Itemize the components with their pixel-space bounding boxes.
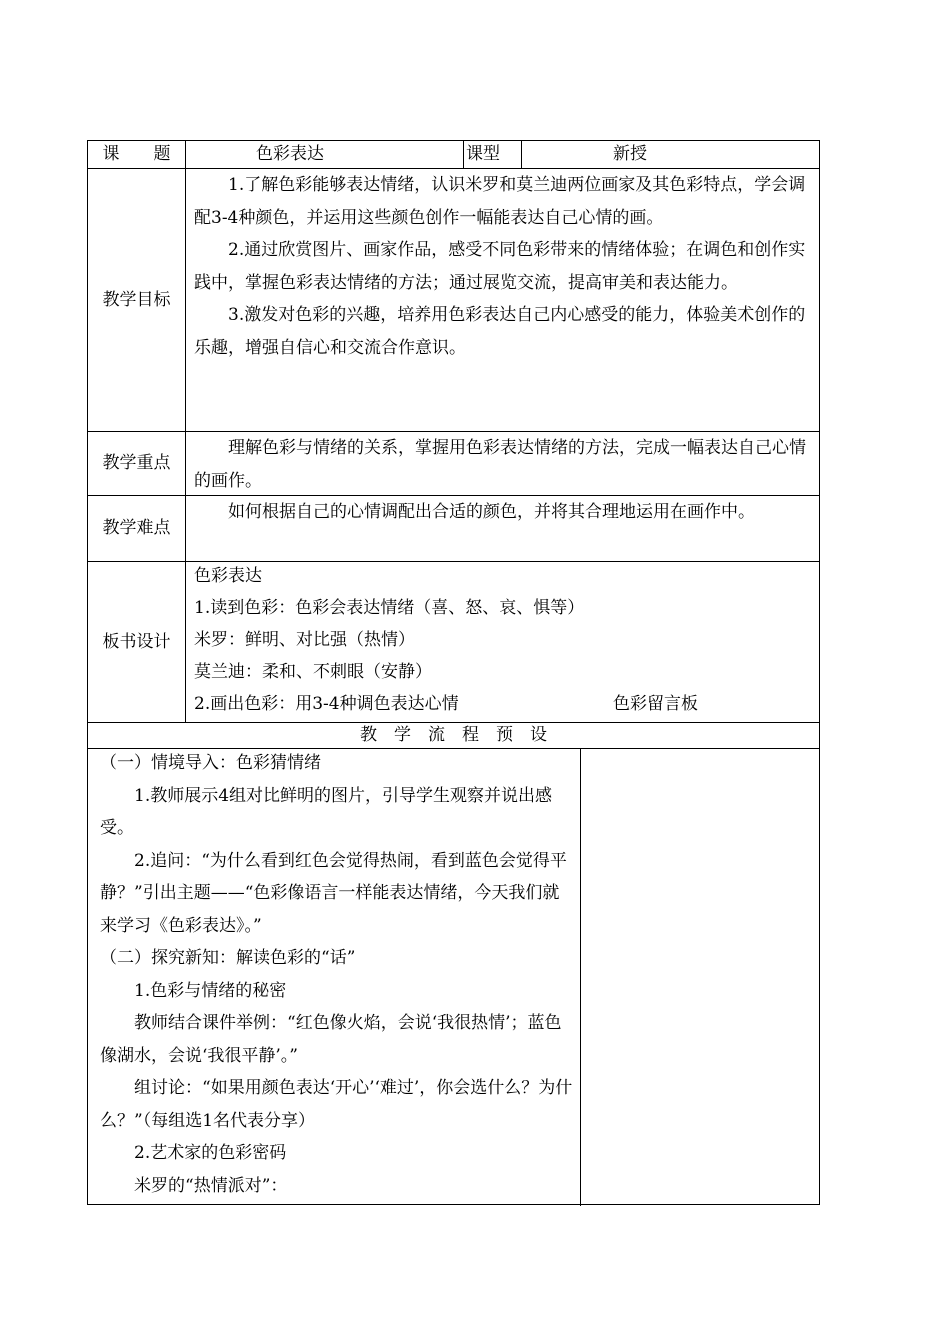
- objective-item: 1.了解色彩能够表达情绪，认识米罗和莫兰迪两位画家及其色彩特点，学会调配3-4种颜色，并运用这些颜色创作一幅能表达自己心情的画。: [194, 175, 806, 228]
- flow-content: [100, 747, 576, 1202]
- objective-item: 2.通过欣赏图片、画家作品，感受不同色彩带来的情绪体验；在调色和创作实践中，掌握色彩表达情绪的方法；通过展览交流，提高审美和表达能力。: [194, 240, 806, 293]
- key-point-content: [194, 432, 816, 497]
- key-point-label: 教学重点: [102, 453, 171, 473]
- type-label: 课型: [466, 144, 500, 164]
- section-heading: （一）情境导入：色彩猜情绪: [100, 753, 321, 773]
- flow-paragraph: 教师结合课件举例：“红色像火焰，会说‘我很热情’；蓝色像湖水，会说‘我很平静’。”: [100, 1013, 562, 1066]
- flow-paragraph: 1.教师展示4组对比鲜明的图片，引导学生观察并说出感受。: [100, 785, 553, 838]
- objective-item: 3.激发对色彩的兴趣，培养用色彩表达自己内心感受的能力，体验美术创作的乐趣，增强自信心和交流合作意识。: [194, 305, 806, 358]
- flow-paragraph: 2.追问：“为什么看到红色会觉得热闹，看到蓝色会觉得平静？”引出主题——“色彩像语言一样能表达情绪，今天我们就来学习《色彩表达》。”: [100, 850, 567, 936]
- difficulty-label: 教学难点: [102, 518, 171, 538]
- sub-heading: 2.艺术家的色彩密码: [134, 1143, 287, 1163]
- lesson-plan-table: [87, 140, 820, 1205]
- board-label: 板书设计: [102, 632, 171, 652]
- flow-paragraph: 组讨论：“如果用颜色表达‘开心’‘难过’，你会选什么？为什么？”（每组选1名代表分享）: [100, 1078, 573, 1131]
- flow-paragraph: 米罗的“热情派对”：: [134, 1175, 288, 1196]
- board-side-note: 色彩留言板: [613, 694, 698, 714]
- board-line: 米罗：鲜明、对比强（热情）: [194, 630, 415, 650]
- board-line: 莫兰迪：柔和、不刺眼（安静）: [194, 662, 432, 682]
- board-line: 2.画出色彩：用3-4种调色表达心情: [194, 694, 459, 714]
- topic-value: 色彩表达: [256, 144, 324, 164]
- flow-title: 教 学 流 程 预 设: [360, 725, 547, 745]
- label-column-divider: [185, 141, 186, 723]
- difficulty-text: 如何根据自己的心情调配出合适的颜色，并将其合理地运用在画作中。: [228, 502, 755, 522]
- difficulty-content: [194, 496, 816, 529]
- key-point-text: 理解色彩与情绪的关系，掌握用色彩表达情绪的方法，完成一幅表达自己心情的画作。: [194, 438, 806, 491]
- board-content: [194, 560, 816, 720]
- sub-heading: 1.色彩与情绪的秘密: [134, 980, 287, 1001]
- type-value: 新授: [613, 144, 647, 164]
- objectives-content: [194, 169, 816, 364]
- topic-label: 课 题: [102, 144, 171, 164]
- column-divider: [521, 141, 522, 168]
- flow-notes-column: [581, 749, 821, 1205]
- objectives-label: 教学目标: [102, 290, 171, 310]
- section-heading: （二）探究新知：解读色彩的“话”: [100, 948, 356, 968]
- column-divider: [463, 141, 464, 168]
- board-line: 1.读到色彩：色彩会表达情绪（喜、怒、哀、惧等）: [194, 598, 585, 618]
- board-line: 色彩表达: [194, 566, 262, 586]
